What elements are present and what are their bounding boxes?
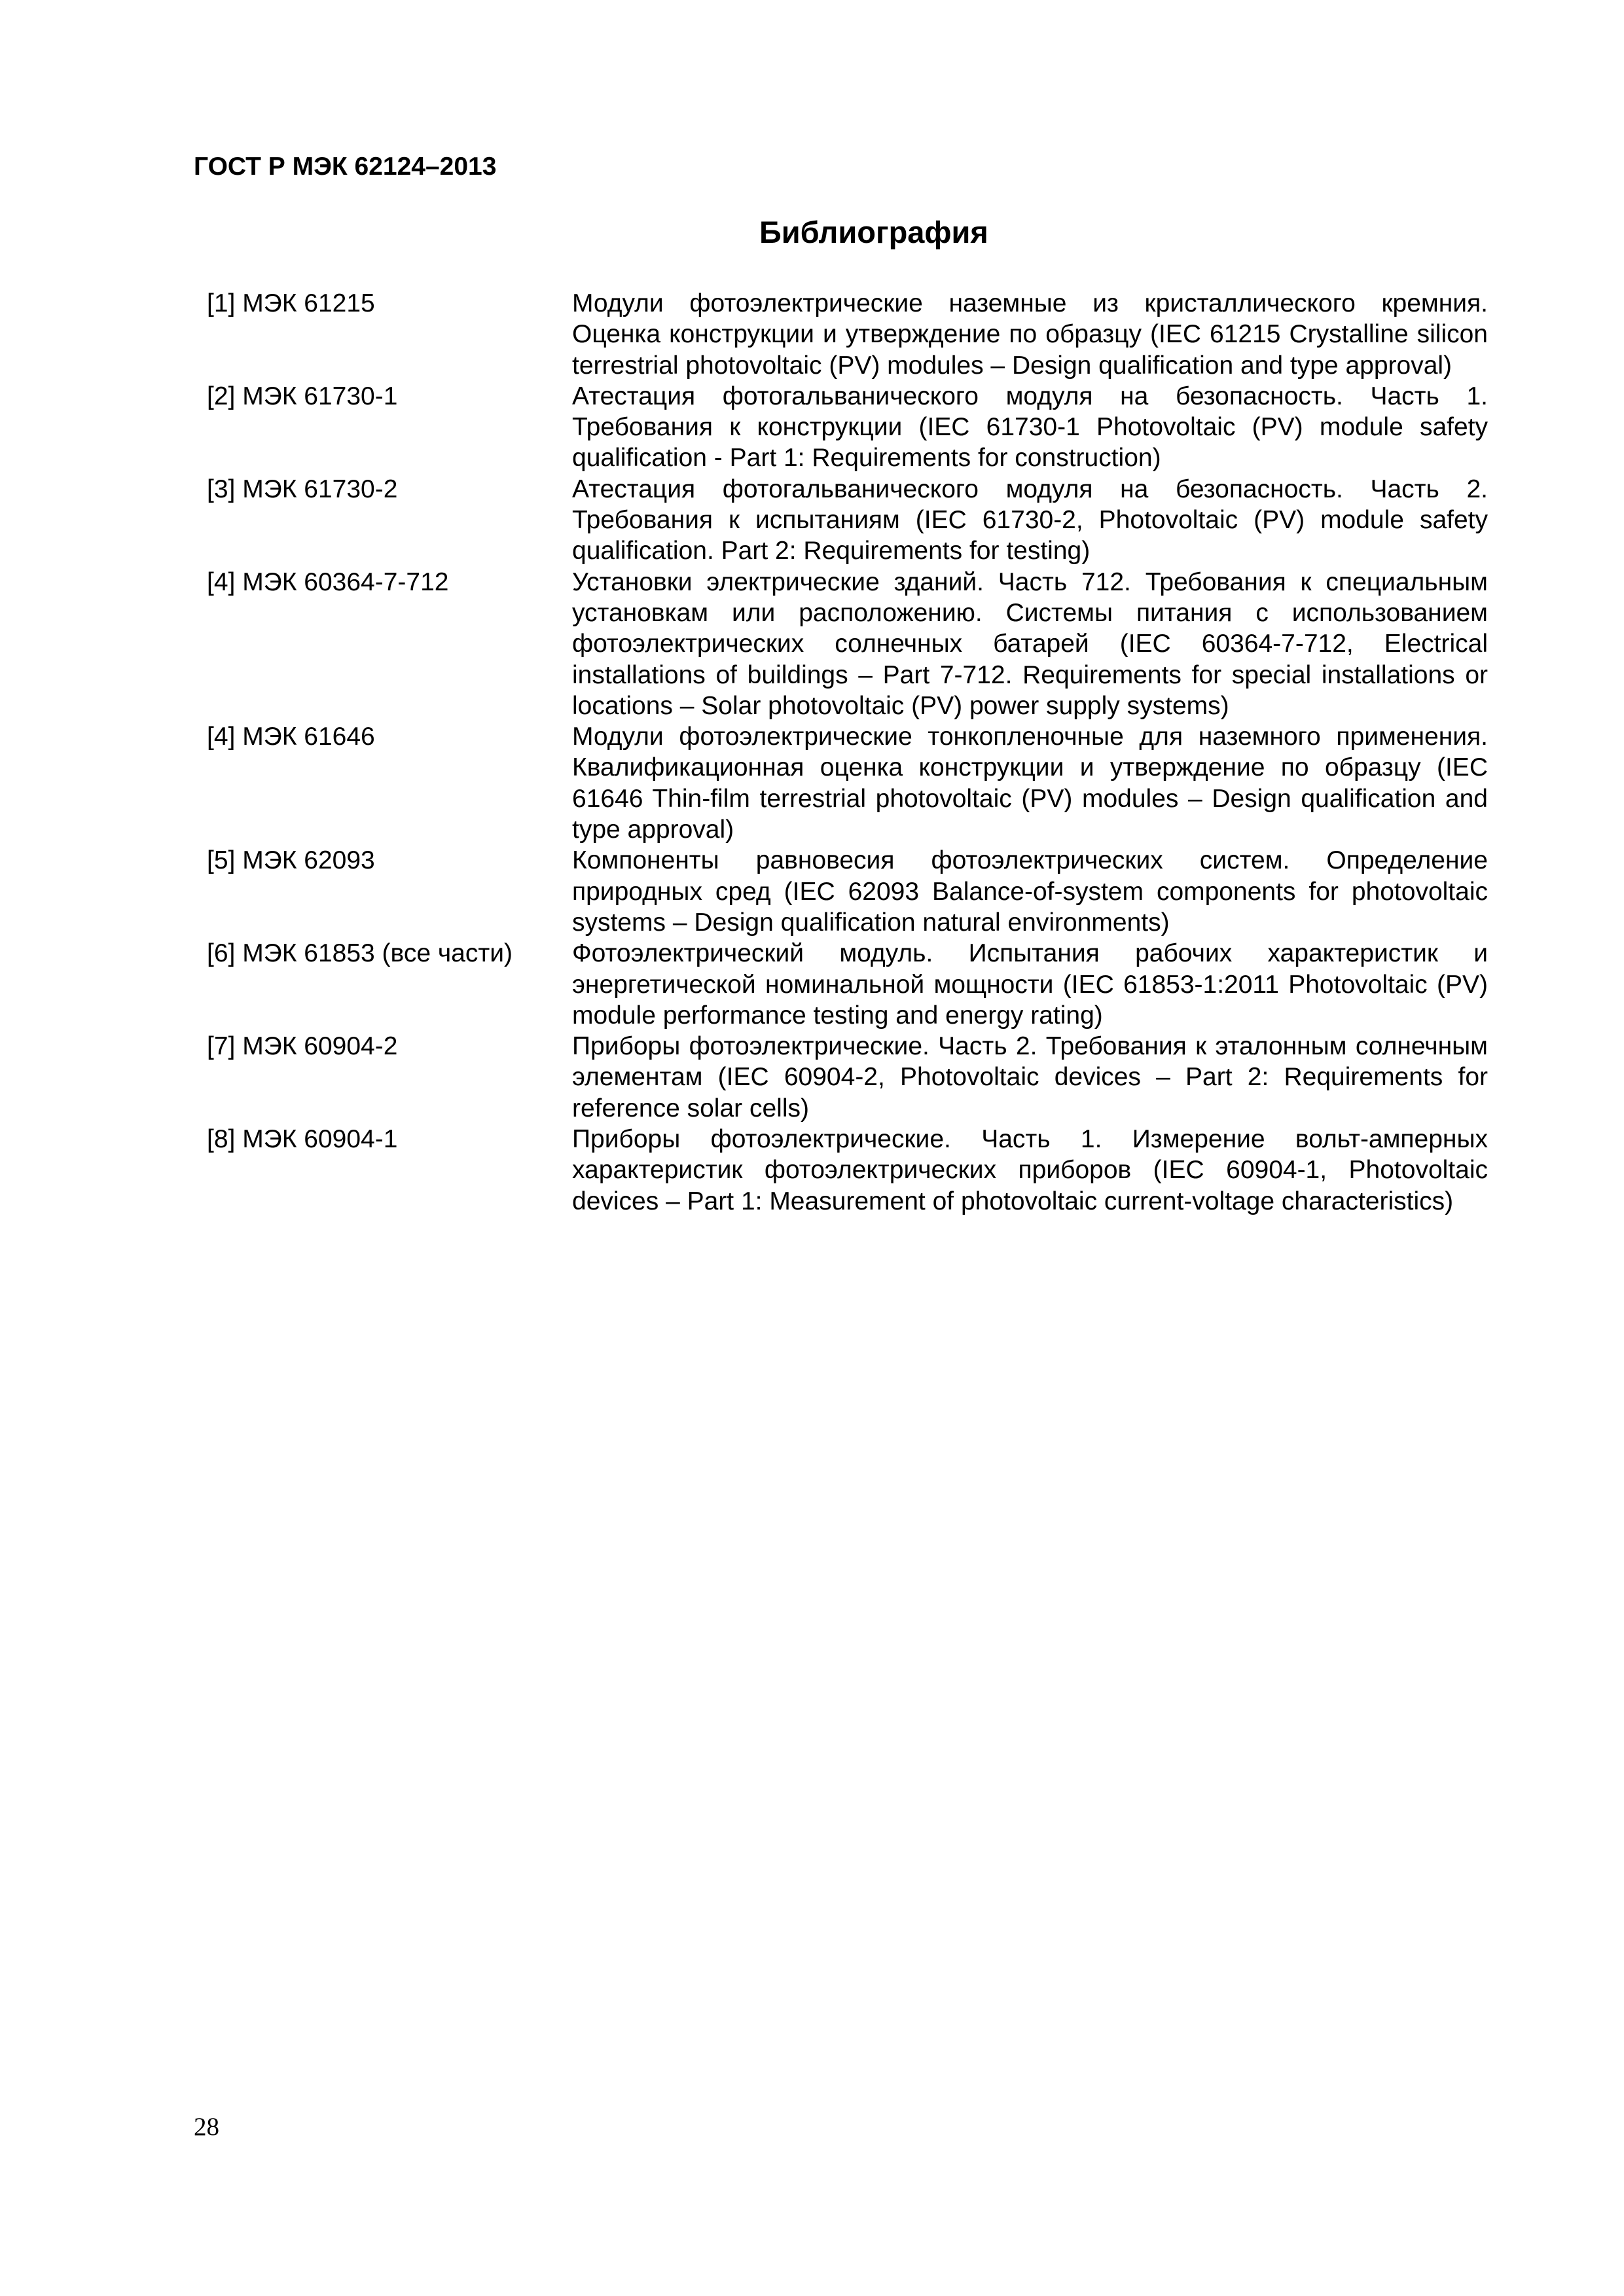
bibliography-entry bbox=[207, 474, 1488, 567]
entry-reference: [2] МЭК 61730-1 bbox=[207, 382, 398, 410]
bibliography-list bbox=[207, 288, 1488, 1217]
bibliography-entry bbox=[207, 381, 1488, 474]
entry-reference: [8] МЭК 60904-1 bbox=[207, 1125, 398, 1154]
entry-reference: [1] МЭК 61215 bbox=[207, 289, 375, 317]
entry-description: Модули фотоэлектрические наземные из кристаллического кремния. Оценка конструкции и утверждение по образцу (IEC 61215 Crystalline silicon terrestrial photovoltaic (PV) modules – Design qualification and type approval) bbox=[572, 289, 1488, 380]
entry-description: Атестация фотогальванического модуля на безопасность. Часть 1. Требования к конструкции (IEC 61730-1 Photovoltaic (PV) module safety qualification - Part 1: Requirements for construction) bbox=[572, 382, 1488, 473]
entry-description: Атестация фотогальванического модуля на безопасность. Часть 2. Требования к испытаниям (IEC 61730-2, Photovoltaic (PV) module safety qualification. Part 2: Requirements for testing) bbox=[572, 475, 1488, 565]
bibliography-entry bbox=[207, 845, 1488, 938]
entry-reference: [3] МЭК 61730-2 bbox=[207, 475, 398, 503]
entry-description: Компоненты равновесия фотоэлектрических систем. Определение природных сред (IEC 62093 Balance-of-system components for photovoltaic systems – Design qualification natural environments) bbox=[572, 846, 1488, 937]
page-number: 28 bbox=[194, 2113, 219, 2141]
bibliography-entry bbox=[207, 938, 1488, 1031]
bibliography-entry bbox=[207, 567, 1488, 721]
bibliography-entry bbox=[207, 288, 1488, 381]
entry-description: Приборы фотоэлектрические. Часть 1. Измерение вольт-амперных характеристик фотоэлектрических приборов (IEC 60904-1, Photovoltaic devices – Part 1: Measurement of photovoltaic current-voltage characteristics) bbox=[572, 1125, 1488, 1215]
entry-description: Модули фотоэлектрические тонкопленочные для наземного применения. Квалификационная оценка конструкции и утверждение по образцу (IEC 61646 Thin-film terrestrial photovoltaic (PV) modules – Design qualification and type approval) bbox=[572, 723, 1488, 844]
bibliography-title: Библиография bbox=[759, 215, 988, 249]
bibliography-entry bbox=[207, 1124, 1488, 1217]
entry-reference: [4] МЭК 61646 bbox=[207, 723, 375, 751]
bibliography-entry bbox=[207, 721, 1488, 845]
standard-code-header: ГОСТ Р МЭК 62124–2013 bbox=[194, 152, 497, 181]
entry-reference: [7] МЭК 60904-2 bbox=[207, 1032, 398, 1061]
bibliography-entry bbox=[207, 1031, 1488, 1124]
entry-description: Приборы фотоэлектрические. Часть 2. Требования к эталонным солнечным элементам (IEC 60904-2, Photovoltaic devices – Part 2: Requirements for reference solar cells) bbox=[572, 1032, 1488, 1122]
entry-description: Установки электрические зданий. Часть 712. Требования к специальным установкам или расположению. Системы питания с использованием фотоэлектрических солнечных батарей (IEC 60364-7-712, Electrical installations of buildings – Part 7-712. Requirements for special installations or locations – Solar photovoltaic (PV) power supply systems) bbox=[572, 567, 1488, 720]
entry-reference: [5] МЭК 62093 bbox=[207, 846, 375, 875]
entry-reference: [6] МЭК 61853 (все части) bbox=[207, 939, 513, 968]
entry-reference: [4] МЭК 60364-7-712 bbox=[207, 567, 449, 596]
entry-description: Фотоэлектрический модуль. Испытания рабочих характеристик и энергетической номинальной мощности (IEC 61853-1:2011 Photovoltaic (PV) module performance testing and energy rating) bbox=[572, 939, 1488, 1030]
